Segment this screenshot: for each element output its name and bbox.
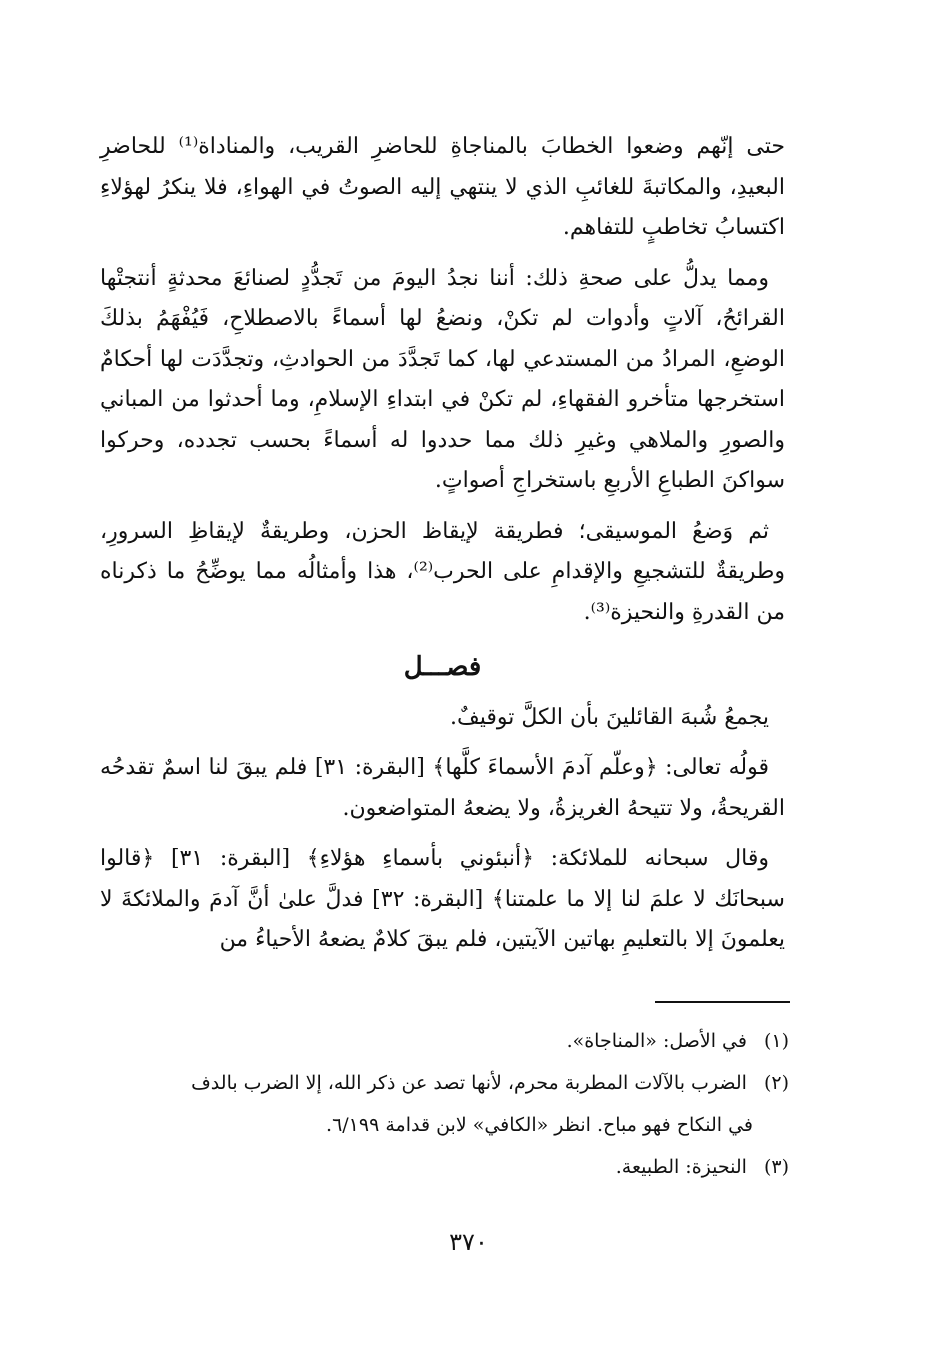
paragraph-5: قولُه تعالى: ﴿وعلّم آدمَ الأسماءَ كلَّها﴾ [البقرة: ٣١] فلم يبقَ لنا اسمٌ تقدحُه القريحةُ، ولا تتيحهُ الغريزةُ، ولا يضعهُ المتواضعون. [100,755,785,821]
footnote-number: (١) [763,1030,789,1052]
footnote-2 [100,1062,789,1104]
footnote-3 [100,1146,789,1188]
footnote-number: (٣) [763,1156,789,1178]
paragraph-4: يجمعُ شُبهَ القائلينَ بأن الكلَّ توقيفٌ. [449,704,769,730]
footnote-number: (٢) [763,1072,789,1094]
footnote-text: في الأصل: «المناجاة». [566,1030,747,1052]
paragraph-6: وقال سبحانه للملائكة: ﴿أنبئوني بأسماءِ هؤلاءِ﴾ [البقرة: ٣١] ﴿قالوا سبحانَك لا علمَ لنا إلا ما علمتنا﴾ [البقرة: ٣٢] فدلَّ علىٰ أنَّ آدمَ والملائكةَ لا يعلمونَ إلا بالتعليمِ بهاتين الآيتين، فلم يبقَ كلامٌ يضعهُ الأحياءُ من [100,846,785,952]
paragraph-2: ومما يدلُّ على صحةِ ذلك: أننا نجدُ اليومَ من تَجدُّدٍ لصنائعَ محدثةٍ أنتجتْها القرائحُ، آلاتٍ وأدوات لم تكنْ، ونضعُ لها أسماءً بالاصطلاحِ، فَيُفْهَمُ بذلكَ الوضعِ، المرادُ من المستدعي لها، كما تَجدَّدَ من الحوادثِ، وتجدَّدَت لها أحكامٌ استخرجها متأخرو الفقهاءِ، لم تكنْ في ابتداءِ الإسلامِ، وما أحدثوا من المباني والصورِ والملاهي وغيرِ ذلك مما حددوا له أسماءً بحسب تجدده، وحركوا سواكنَ الطباعِ الأربعِ باستخراجِ أصواتٍ. [100,265,785,493]
footnote-text: النحيزة: الطبيعة. [615,1156,747,1178]
footnote-1 [100,1020,789,1062]
footnote-separator [655,1001,790,1003]
footnotes [100,1020,789,1188]
paragraph-1: حتى إنّهم وضعوا الخطابَ بالمناجاةِ للحاضرِ القريب، والمناداة⁽¹⁾ للحاضرِ البعيدِ، والمكاتبةَ للغائبِ الذي لا ينتهي إليه الصوتُ في الهواءِ، فلا ينكرُ لهؤلاءِ اكتسابُ تخاطبٍ للتفاهم. [100,134,785,240]
main-text [100,127,785,971]
footnote-2-continuation: في النكاح فهو مباح. انظر «الكافي» لابن قدامة ٦/١٩٩. [326,1114,753,1136]
page-number: ٣٧٠ [449,1228,488,1256]
footnote-text: الضرب بالآلات المطربة محرم، لأنها تصد عن ذكر الله، إلا الضرب بالدف [191,1072,747,1094]
section-heading: فصـــل [403,652,482,682]
paragraph-3: ثم وَضعُ الموسيقى؛ فطريقة لإيقاظ الحزن، وطريقةٌ لإيقاظِ السرورِ، وطريقةٌ للتشجيعِ والإقدامِ على الحرب⁽²⁾، هذا وأمثالُه مما يوضِّحُ ما ذكرناه من القدرةِ والنحيزة⁽³⁾. [100,518,785,625]
